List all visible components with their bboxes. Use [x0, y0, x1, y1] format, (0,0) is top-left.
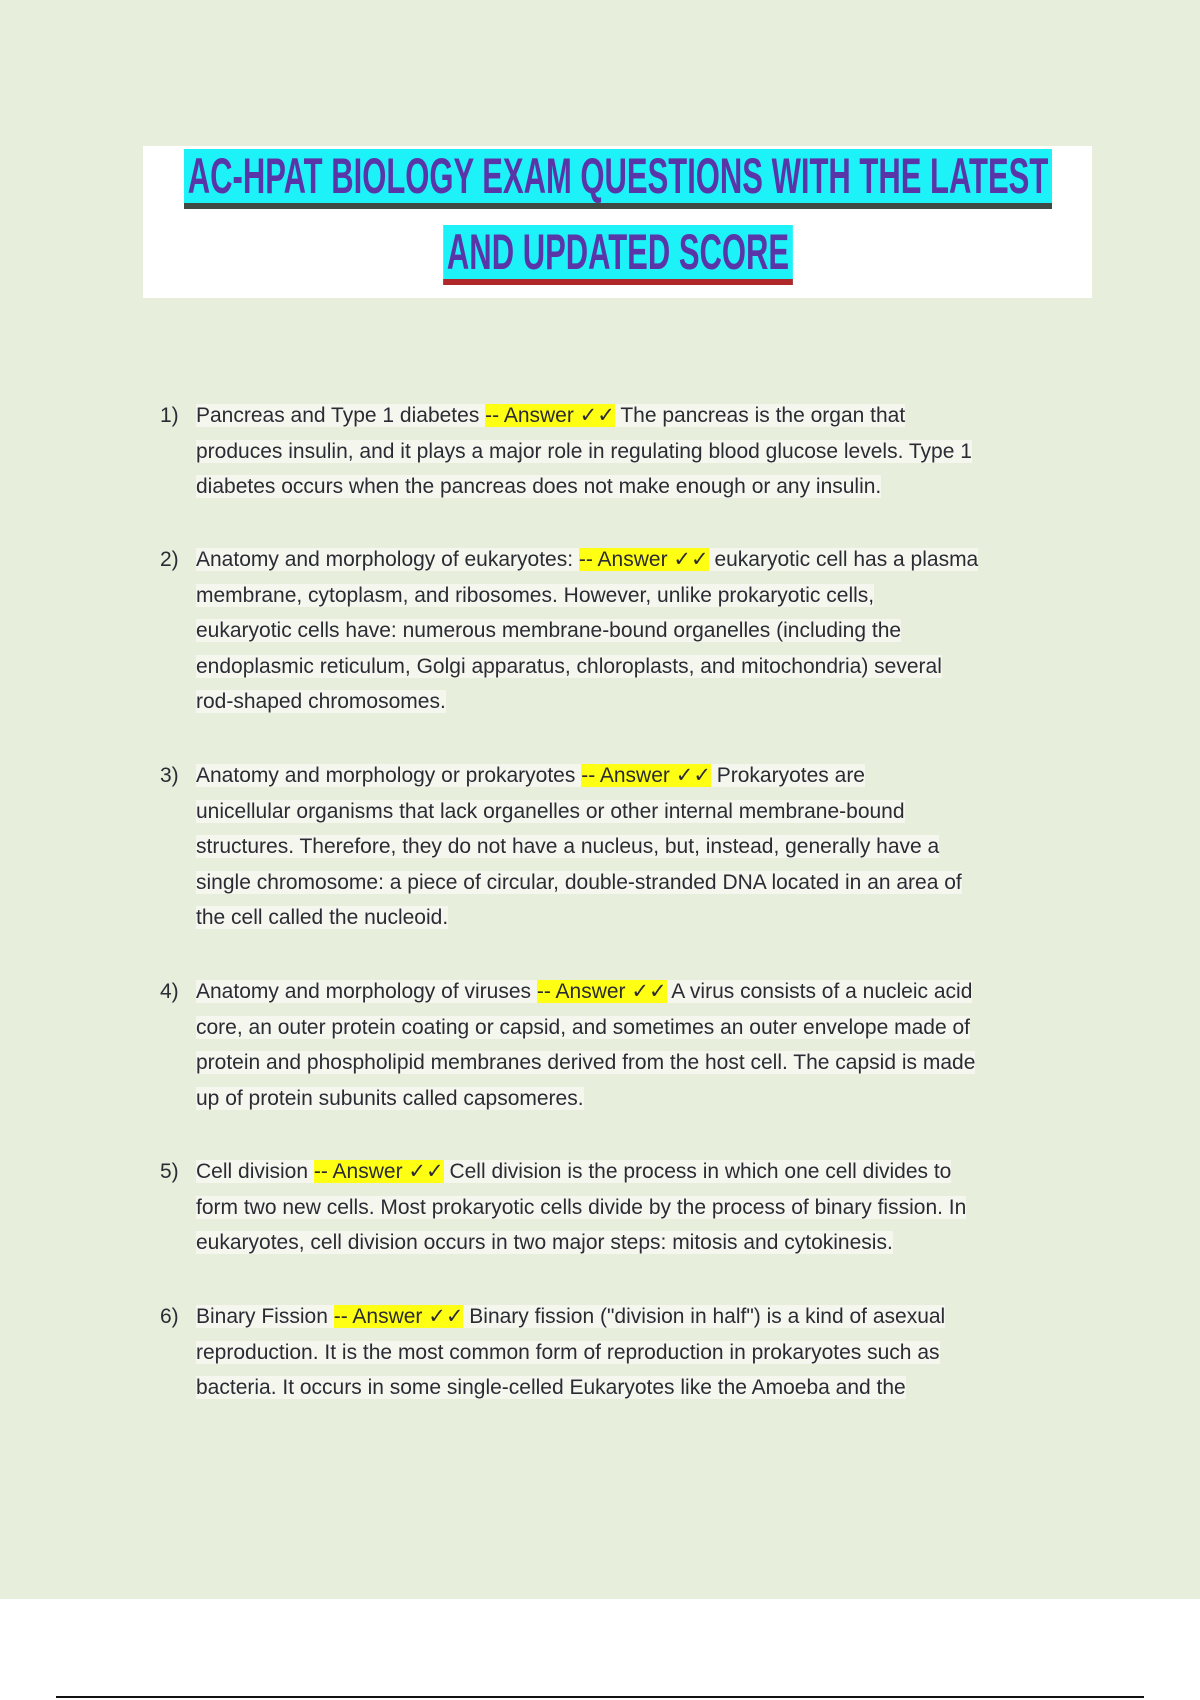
- answer-line: [196, 865, 1106, 901]
- answer-line-text: up of protein subunits called capsomeres.: [196, 1086, 584, 1110]
- item-first-line: [196, 758, 1106, 794]
- answer-line: [196, 794, 1106, 830]
- answer-line: [196, 649, 1106, 685]
- answer-line-text: bacteria. It occurs in some single-celled Eukaryotes like the Amoeba and the: [196, 1376, 906, 1399]
- answer-line-text: protein and phospholipid membranes derived from the host cell. The capsid is made: [196, 1051, 976, 1074]
- item-first-line: [196, 542, 1106, 578]
- question-text: Pancreas and Type 1 diabetes: [196, 404, 486, 427]
- item-text: [196, 974, 1106, 1116]
- answer-line-text: diabetes occurs when the pancreas does not make enough or any insulin.: [196, 475, 882, 498]
- answer-text-start: Cell division is the process in which one cell divides to: [443, 1160, 952, 1183]
- item-number: 2): [160, 548, 179, 571]
- answer-line: [196, 900, 1106, 936]
- answer-line-text: endoplasmic reticulum, Golgi apparatus, chloroplasts, and mitochondria) several: [196, 654, 942, 678]
- footer-divider: [56, 1696, 1144, 1698]
- answer-line: [196, 829, 1106, 865]
- answer-line: [196, 613, 1106, 649]
- item-number: 3): [160, 764, 179, 787]
- answer-text-start: Prokaryotes are: [710, 764, 865, 787]
- answer-line-text: produces insulin, and it plays a major role in regulating blood glucose levels. Type 1: [196, 439, 972, 463]
- question-text: Anatomy and morphology of viruses: [196, 980, 537, 1003]
- answer-line-text: unicellular organisms that lack organelles or other internal membrane-bound: [196, 799, 905, 823]
- answer-label: -- Answer ✓✓: [578, 548, 709, 571]
- item-first-line: [196, 398, 1106, 434]
- answer-line-text: eukaryotic cells have: numerous membrane-bound organelles (including the: [196, 619, 902, 642]
- answer-line: [196, 1010, 1106, 1046]
- question-text: Anatomy and morphology of eukaryotes:: [196, 548, 579, 571]
- title-line-1: AC-HPAT BIOLOGY EXAM QUESTIONS WITH THE LATEST: [184, 149, 1052, 209]
- answer-line-text: single chromosome: a piece of circular, double-stranded DNA located in an area of: [196, 870, 962, 894]
- answer-line: [196, 1335, 1106, 1371]
- answer-text-start: eukaryotic cell has a plasma: [708, 548, 979, 571]
- answer-text-start: Binary fission ("division in half") is a kind of asexual: [463, 1305, 946, 1328]
- answer-line-text: rod-shaped chromosomes.: [196, 690, 446, 713]
- question-text: Cell division: [196, 1160, 314, 1183]
- item-text: [196, 1299, 1106, 1406]
- answer-line: [196, 434, 1106, 470]
- answer-text-start: The pancreas is the organ that: [614, 404, 906, 427]
- answer-line: [196, 1370, 1106, 1406]
- item-text: [196, 398, 1106, 505]
- answer-label: -- Answer ✓✓: [333, 1305, 464, 1328]
- answer-line: [196, 1081, 1106, 1117]
- title-box: [143, 146, 1092, 298]
- answer-line: [196, 684, 1106, 720]
- answer-line-text: form two new cells. Most prokaryotic cells divide by the process of binary fission. In: [196, 1195, 967, 1219]
- item-text: [196, 758, 1106, 936]
- question-text: Binary Fission: [196, 1305, 334, 1328]
- answer-line-text: structures. Therefore, they do not have a nucleus, but, instead, generally have a: [196, 835, 940, 858]
- item-first-line: [196, 1299, 1106, 1335]
- answer-line: [196, 1045, 1106, 1081]
- title-line-2: AND UPDATED SCORE: [443, 225, 793, 285]
- question-text: Anatomy and morphology or prokaryotes: [196, 764, 582, 787]
- answer-line-text: eukaryotes, cell division occurs in two major steps: mitosis and cytokinesis.: [196, 1231, 893, 1254]
- answer-line-text: core, an outer protein coating or capsid, and sometimes an outer envelope made of: [196, 1015, 970, 1039]
- item-first-line: [196, 974, 1106, 1010]
- answer-line-text: reproduction. It is the most common form of reproduction in prokaryotes such as: [196, 1340, 940, 1364]
- answer-line: [196, 1190, 1106, 1226]
- answer-line: [196, 1225, 1106, 1261]
- item-number: 1): [160, 404, 179, 427]
- answer-line-text: membrane, cytoplasm, and ribosomes. However, unlike prokaryotic cells,: [196, 583, 875, 607]
- item-first-line: [196, 1154, 1106, 1190]
- answer-label: -- Answer ✓✓: [485, 404, 615, 427]
- answer-text-start: A virus consists of a nucleic acid: [666, 980, 973, 1003]
- answer-line: [196, 578, 1106, 614]
- item-text: [196, 1154, 1106, 1261]
- answer-label: -- Answer ✓✓: [581, 764, 711, 787]
- item-text: [196, 542, 1106, 720]
- answer-label: -- Answer ✓✓: [313, 1160, 444, 1183]
- answer-line: [196, 469, 1106, 505]
- item-number: 5): [160, 1160, 179, 1183]
- item-number: 6): [160, 1305, 179, 1328]
- answer-line-text: the cell called the nucleoid.: [196, 906, 449, 929]
- item-number: 4): [160, 980, 179, 1003]
- answer-label: -- Answer ✓✓: [536, 980, 667, 1003]
